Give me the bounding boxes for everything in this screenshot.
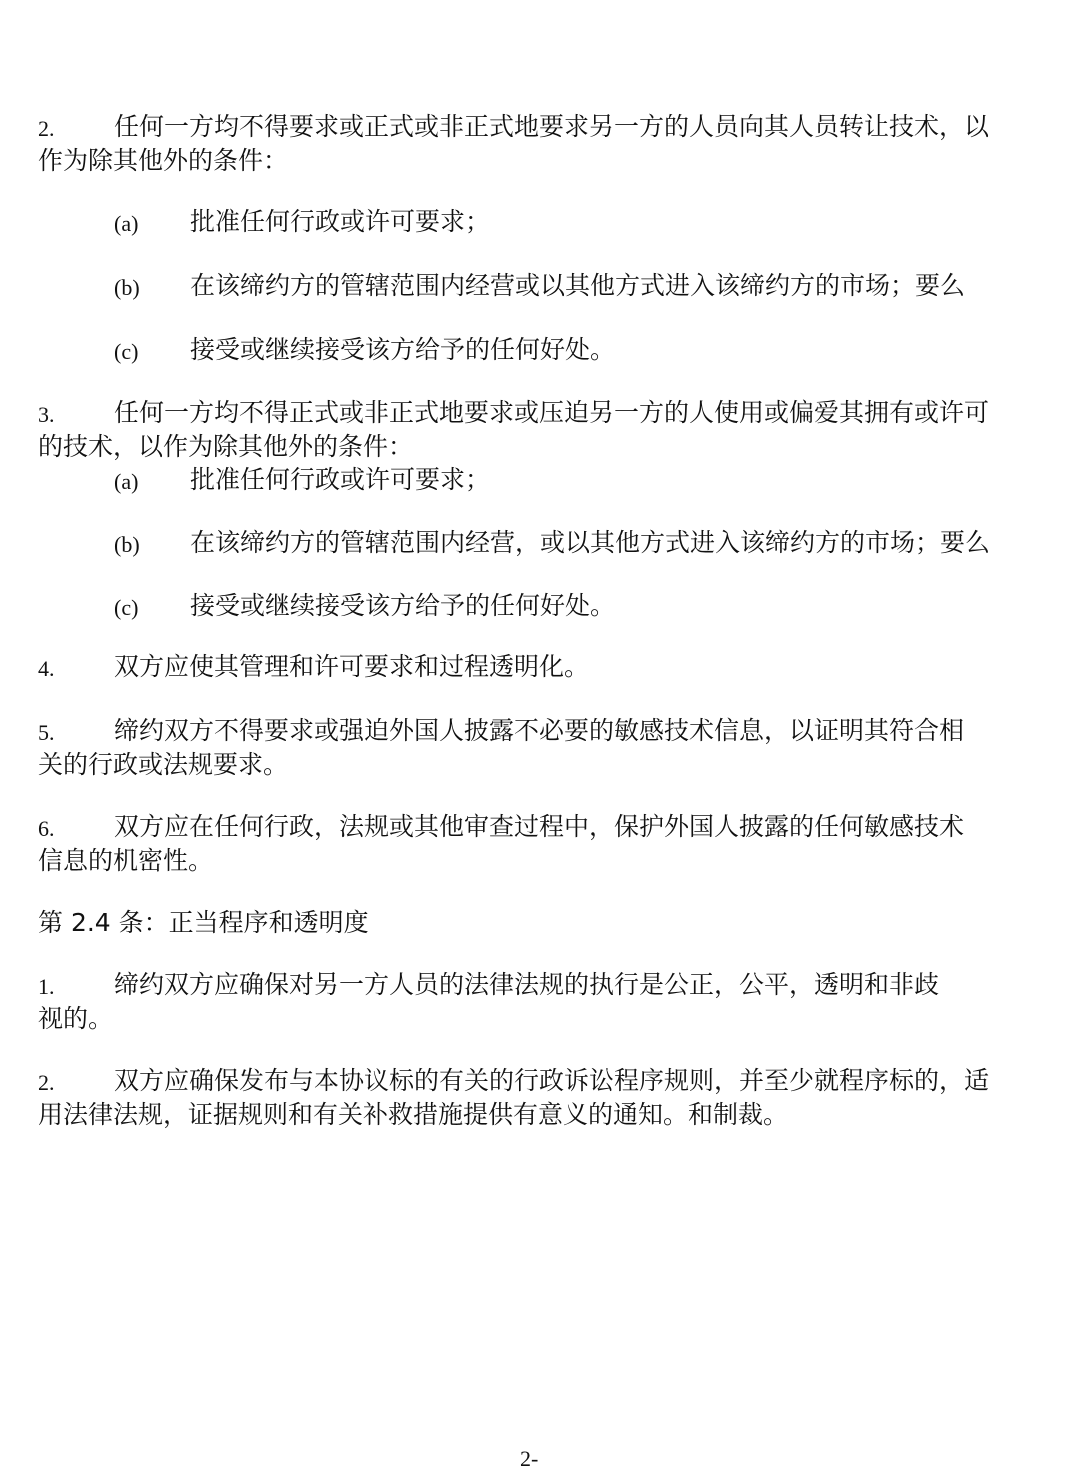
item-label: (b) bbox=[114, 275, 140, 300]
item-text: 批准任何行政或许可要求； bbox=[190, 207, 491, 236]
item-text: 在该缔约方的管辖范围内经营，或以其他方式进入该缔约方的市场；要么 bbox=[190, 528, 991, 557]
paragraph-text: 作为除其他外的条件： bbox=[38, 146, 289, 175]
paragraph-number: 2. bbox=[38, 1070, 55, 1095]
paragraph-text: 双方应确保发布与本协议标的有关的行政诉讼程序规则，并至少就程序标的，适 bbox=[114, 1066, 990, 1095]
paragraph-number: 5. bbox=[38, 720, 55, 745]
paragraph-text: 关的行政或法规要求。 bbox=[38, 750, 289, 779]
paragraph-text: 双方应使其管理和许可要求和过程透明化。 bbox=[114, 652, 590, 681]
paragraph-text: 缔约双方不得要求或强迫外国人披露不必要的敏感技术信息，以证明其符合相 bbox=[114, 716, 965, 745]
item-label: (b) bbox=[114, 532, 140, 557]
paragraph-text: 任何一方均不得正式或非正式地要求或压迫另一方的人使用或偏爱其拥有或许可 bbox=[114, 398, 990, 427]
page-number: 2- bbox=[520, 1446, 539, 1471]
paragraph-number: 3. bbox=[38, 402, 55, 427]
item-text: 在该缔约方的管辖范围内经营或以其他方式进入该缔约方的市场；要么 bbox=[190, 271, 966, 300]
paragraph-text: 信息的机密性。 bbox=[38, 846, 214, 875]
item-text: 接受或继续接受该方给予的任何好处。 bbox=[190, 591, 616, 620]
paragraph-text: 任何一方均不得要求或正式或非正式地要求另一方的人员向其人员转让技术，以 bbox=[114, 112, 990, 141]
item-text: 批准任何行政或许可要求； bbox=[190, 465, 491, 494]
paragraph-number: 6. bbox=[38, 816, 55, 841]
paragraph-number: 2. bbox=[38, 116, 55, 141]
item-text: 接受或继续接受该方给予的任何好处。 bbox=[190, 335, 616, 364]
item-label: (a) bbox=[114, 469, 139, 494]
paragraph-text: 双方应在任何行政，法规或其他审查过程中，保护外国人披露的任何敏感技术 bbox=[114, 812, 965, 841]
section-heading: 第 2.4 条：正当程序和透明度 bbox=[38, 908, 369, 937]
paragraph-text: 缔约双方应确保对另一方人员的法律法规的执行是公正，公平，透明和非歧 bbox=[114, 970, 940, 999]
paragraph-number: 4. bbox=[38, 656, 55, 681]
item-label: (c) bbox=[114, 339, 139, 364]
item-label: (a) bbox=[114, 211, 139, 236]
paragraph-text: 视的。 bbox=[38, 1004, 114, 1033]
paragraph-number: 1. bbox=[38, 974, 55, 999]
paragraph-text: 的技术，以作为除其他外的条件： bbox=[38, 432, 414, 461]
item-label: (c) bbox=[114, 595, 139, 620]
paragraph-text: 用法律法规，证据规则和有关补救措施提供有意义的通知。和制裁。 bbox=[38, 1100, 789, 1129]
